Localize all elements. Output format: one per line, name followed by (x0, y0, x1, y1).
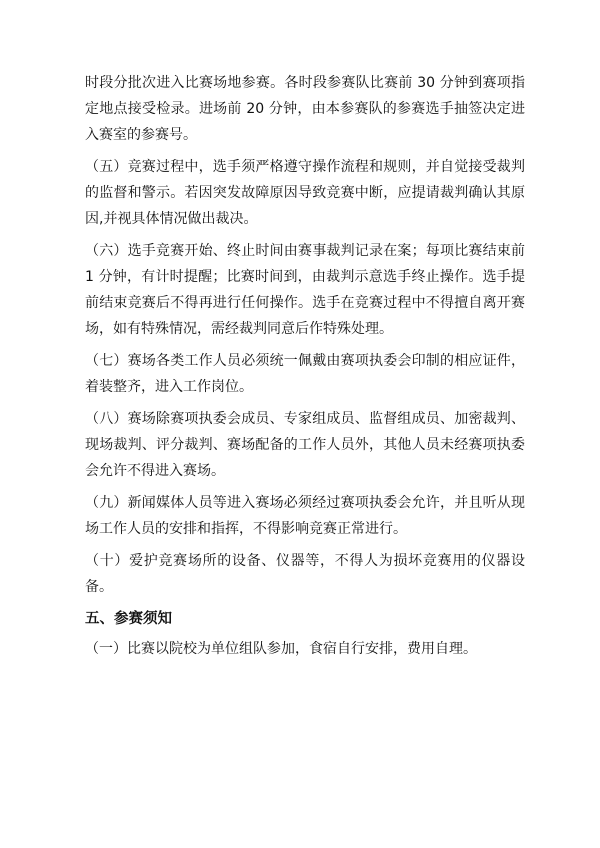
section-paragraph-1: （一）比赛以院校为单位组队参加，食宿自行安排，费用自理。 (85, 641, 477, 657)
paragraph-1: 时段分批次进入比赛场地参赛。各时段参赛队比赛前 30 分钟到赛项指定地点接受检录。进场前 20 分钟，由本参赛队的参赛选手抽签决定进入赛室的参赛号。 (85, 75, 525, 143)
paragraph-3: （六）选手竞赛开始、终止时间由赛事裁判记录在案；每项比赛结束前 1 分钟，有计时提醒；比赛时间到，由裁判示意选手终止操作。选手提前结束竞赛后不得再进行任何操作。选手在竞赛过程中不得擅自离开赛场，如有特殊情况，需经裁判同意后作特殊处理。 (85, 243, 525, 337)
paragraph-5: （八）赛场除赛项执委会成员、专家组成员、监督组成员、加密裁判、现场裁判、评分裁判、赛场配备的工作人员外，其他人员未经赛项执委会允许不得进入赛场。 (85, 411, 525, 479)
paragraph-7: （十）爱护竞赛场所的设备、仪器等，不得人为损坏竞赛用的仪器设备。 (85, 553, 525, 595)
paragraph-2: （五）竞赛过程中，选手须严格遵守操作流程和规则，并自觉接受裁判的监督和警示。若因突发故障原因导致竞赛中断，应提请裁判确认其原因,并视具体情况做出裁决。 (85, 159, 525, 227)
paragraph-6: （九）新闻媒体人员等进入赛场必须经过赛项执委会允许，并且听从现场工作人员的安排和指挥，不得影响竞赛正常进行。 (85, 495, 525, 537)
document-body (85, 70, 525, 662)
paragraph-4: （七）赛场各类工作人员必须统一佩戴由赛项执委会印制的相应证件，着装整齐，进入工作岗位。 (85, 353, 525, 395)
section-heading: 五、参赛须知 (85, 611, 172, 627)
